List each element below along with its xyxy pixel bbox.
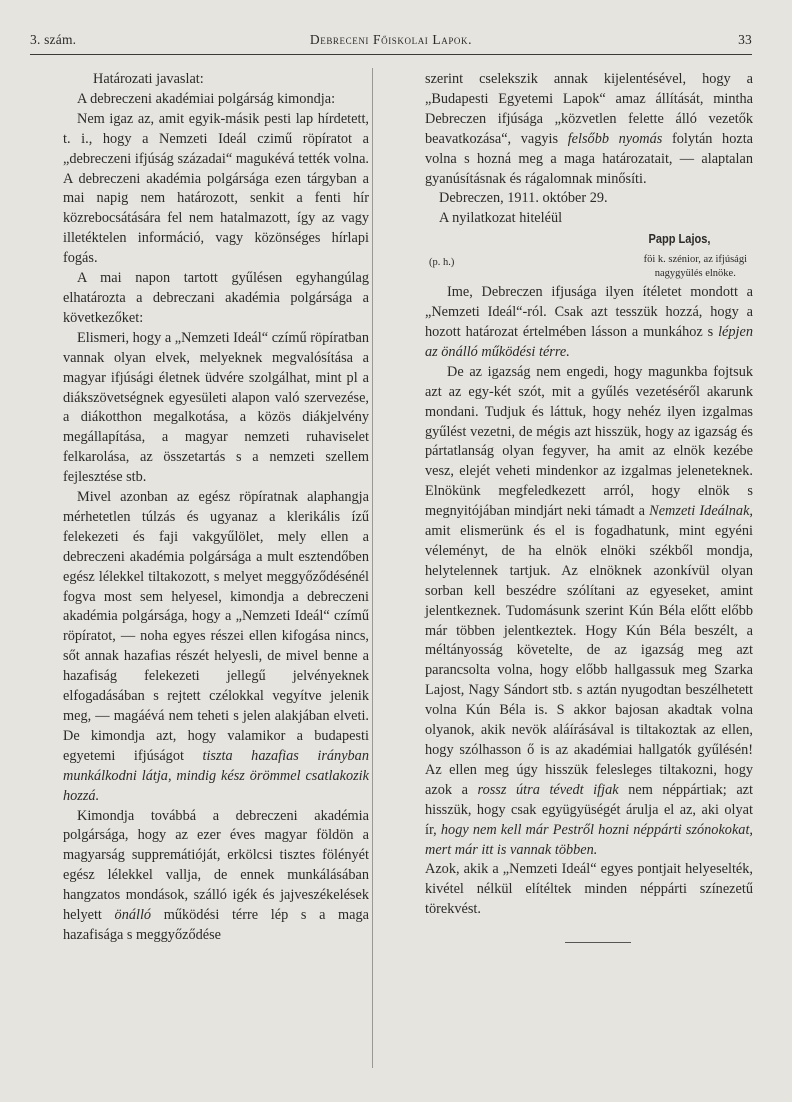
dateline: Debreczen, 1911. október 29. (439, 190, 608, 207)
paragraph: Azok, akik a „Nemzeti Ideál“ egyes pontjait helyeselték, kivétel nélkül elítéltek minden néppárti színezetű törekvést. (425, 861, 753, 918)
italic-emphasis: hogy nem kell már Pestről hozni néppárti szónokokat, mert már itt is vannak többen. (425, 821, 753, 858)
paragraph (63, 488, 369, 807)
paragraph (425, 283, 753, 363)
signature-name: Papp Lajos, (648, 231, 711, 247)
paragraph (63, 807, 369, 946)
italic-emphasis: tiszta hazafias irányban munkálkodni látja, mindig kész örömmel csatlakozik hozzá. (63, 747, 369, 804)
title-line: föi k. szénior, az ifjúsági (643, 254, 747, 266)
header-rule (30, 54, 752, 55)
journal-title: Debreceni Főiskolai Lapok. (309, 32, 473, 47)
page-header (30, 30, 752, 52)
column-divider (372, 68, 373, 1068)
signature-block (425, 249, 753, 283)
italic-emphasis: felsőbb nyomás (567, 130, 663, 147)
paragraph-text: Kimondja továbbá a debreczeni akadémia polgársága, hogy az ezer éves magyar földön a magyarság suppremátióját, erkölcsi tisztes fölényét egész lélekkel vallja, de ennek munkálásában hangzatos mondások, szálló igék és jajveszékelések helyett (63, 807, 369, 924)
italic-emphasis: lépjen az önálló működési térre. (425, 323, 753, 360)
italic-emphasis: Nemzeti Ideálnak, (649, 503, 754, 520)
page-number: 33 (738, 32, 752, 47)
right-column (425, 70, 753, 943)
paragraph: Elismeri, hogy a „Nemzeti Ideál“ czímű röpíratban vannak olyan elvek, melyeknek megvalósítása a magyar ifjúsági életnek üdvére szolgálhat, mint pl a diákszövetségnek egyesületi alapon való szervezése, a diákotthon megalkotása, a közös diákjelvény megállapítása, a magyar nemzeti ruhaviselet felkarolása, az összetartás s a nemzeti szellem fejlesztése stb. (63, 329, 369, 486)
paragraph-text: működési térre lép s a maga hazafisága s meggyőződése (63, 907, 370, 943)
paragraph-text: nem néppártiak; azt hisszük, hogy csak együgyüségét árulja el az, aki olyat ír, (425, 781, 753, 838)
end-rule (565, 942, 631, 943)
italic-emphasis: rossz útra tévedt ifjak (477, 781, 619, 798)
issue-number: 3. szám. (30, 32, 77, 47)
paragraph (425, 363, 753, 861)
attestation: A nyilatkozat hiteléül (439, 210, 563, 227)
title-line: nagygyülés elnöke. (654, 268, 736, 280)
paragraph (425, 70, 753, 189)
italic-emphasis: önálló (114, 907, 152, 924)
seal-mark: (p. h.) (429, 257, 455, 269)
resolution-heading: Határozati javaslat: (93, 71, 204, 87)
paragraph-text: amit elismerünk és el is fogadhatunk, mint egyéni véleményt, de ha elnök elnöki székből mondja, helytelennek tartjuk. Az elnöknek azonkívül olyan sorban kell beszédre szólítani az egyeseket, amint jelentkeznek. Tudomásunk szerint Kún Béla előtt előbb már többen jelentkeztek. Hogy Kún Béla beszélt, a méltányosság követelte, de az igazság meg azt parancsolta volna, hogy előbb hallgassuk meg Szarka Lajost, Nagy Sándort stb. s aztán nyugodtan beszélhetett volna Kún Béla is. S akkor bajosan akadtak volna olyanok, akik nevök aláírásával is tiltakoztak az ellen, hogy szólhasson ő is az akadémiai hallgatók gyűlésén! Az ellen meg úgy hisszük felesleges tiltakozni, hogy azok a (425, 523, 753, 798)
paragraph-text: Mivel azonban az egész röpíratnak alaphangja mérhetetlen túlzás és ugyanaz a klerikális ízű felekezeti és faji vakgyűlölet, mely ellen a debreczeni akadémia polgársága a mult esztendőben egész lélekkel tiltakozott, s melyet meggyőződésénél fogva most sem helyesel, kimondja a debreczeni akadémia polgársága, hogy a „Nemzeti Ideál“ czímű röpíratot, — noha egyes részei ellen kifogása nincs, sőt annak hazafias részét helyesli, de mivel benne a hazafiság felekezeti jellegű jelvényeknek elfogadásában s rejtett czélokkal vegyítve jelenik meg, — magáévá nem teheti s jelen alakjában elveti. De kimondja azt, hogy valamikor a budapesti egyetemi ifjúságot (63, 489, 369, 764)
paragraph: A debreczeni akadémiai polgárság kimondja: (77, 90, 336, 107)
paragraph: Nem igaz az, amit egyik-másik pesti lap hírdetett, t. i., hogy a Nemzeti Ideál czimű röpíratot a „debreczeni ifjúság századai“ magukévá tették volna. A debreczeni akadémia polgársága ezen tárgyban a mai napig nem határozott, senkit a fenti hír közrebocsátására fel nem hatalmazott, így az vagy illetéktelen információ, vagy közönséges hírlapi fogás. (63, 110, 369, 267)
paragraph-text: De az igazság nem engedi, hogy magunkba fojtsuk azt az egy-két szót, mit a gyűlés vezetéséről akarunk mondani. Tudjuk és láttuk, hogy nehéz ilyen izgalmas gyűlést vezetni, de mégis azt hisszük, hogy az igazság és pártatlanság olyan fegyver, ha amit az elnök kezébe vesz, elejét veheti mindenkor az izgalmas jeleneteknek. Elnökünk megfeledkezett arról, hogy elnök s megnyitójában mindjárt neki támadt a (425, 363, 753, 520)
paragraph-text: Ime, Debreczen ifjusága ilyen ítéletet mondott a „Nemzeti Ideál“-ról. Csak azt tesszük hozzá, hogy a hozott határozat értelmében lásson a munkához s (425, 284, 753, 340)
signatory-title (644, 253, 747, 281)
paragraph-text: szerint cselekszik annak kijelentésével, hogy a „Budapesti Egyetemi Lapok“ amaz állítását, mintha Debreczen ifjúsága „közvetlen felette álló vezetők beavatkozása“, vagyis (425, 71, 753, 147)
paragraph: A mai napon tartott gyűlésen egyhangúlag elhatározta a debreczani akadémia polgársága a következőket: (63, 270, 369, 326)
paragraph-text: folytán hozta volna s hozná meg a maga határozatait, — alaptalan gyanúsításnak és rágalomnak minősíti. (425, 130, 754, 187)
left-column (63, 70, 369, 946)
